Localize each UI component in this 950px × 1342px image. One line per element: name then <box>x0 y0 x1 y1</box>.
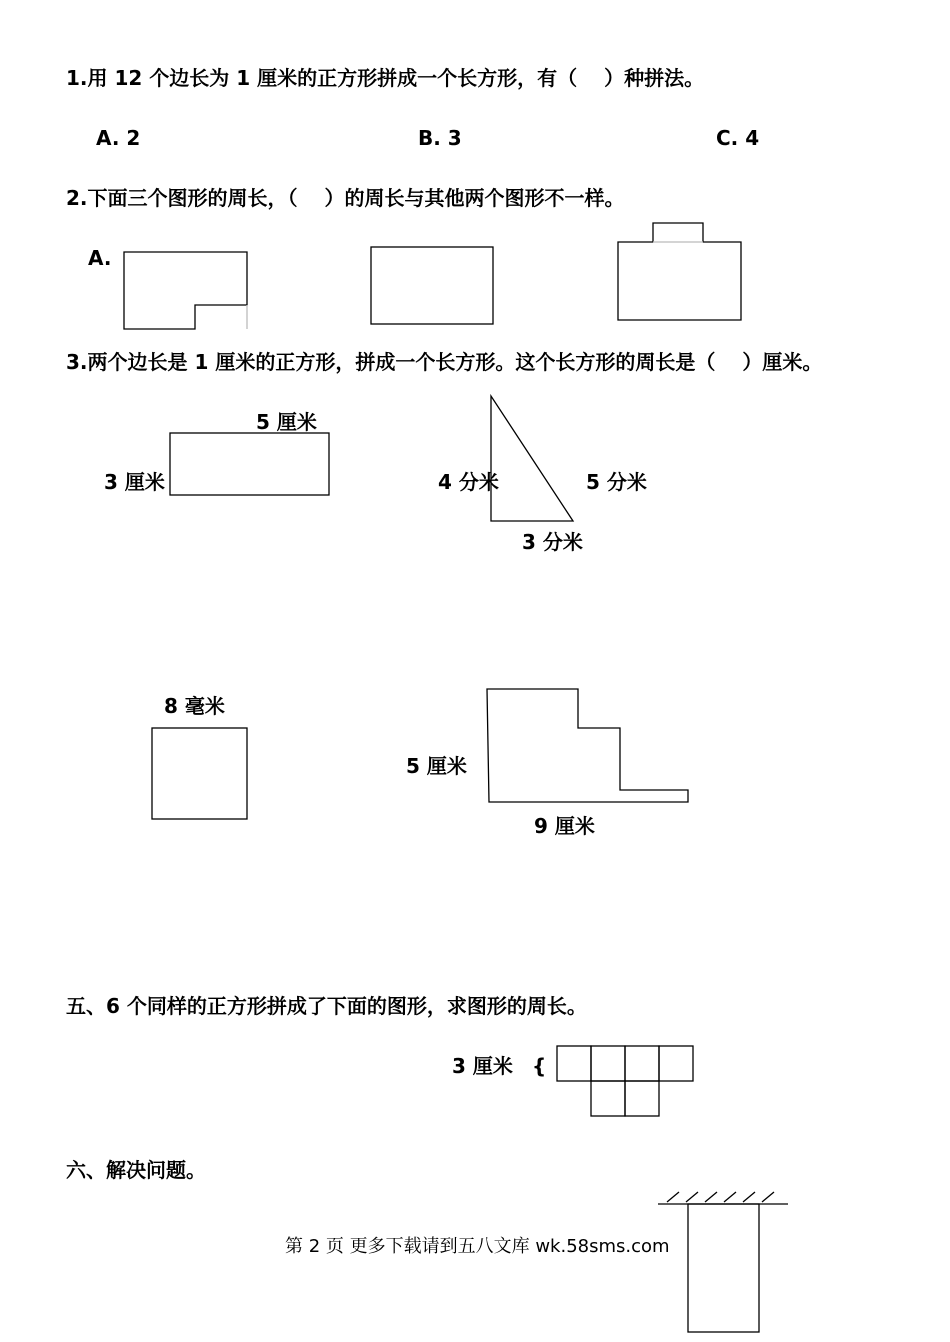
staircase-figure <box>487 689 688 802</box>
page-footer: 第 2 页 更多下载请到五八文库 wk.58sms.com <box>285 1236 670 1257</box>
right-triangle <box>491 396 573 521</box>
rect-left-label: 3 厘米 <box>104 470 165 494</box>
square-top-label: 8 毫米 <box>164 694 225 718</box>
q2-option-a: A. <box>88 246 112 270</box>
question-2-text: 2.下面三个图形的周长，（ ）的周长与其他两个图形不一样。 <box>66 186 625 210</box>
section-6-text: 六、解决问题。 <box>66 1158 206 1182</box>
ceiling-hatching <box>667 1192 774 1202</box>
q2-bumped-rectangle <box>618 223 741 320</box>
question-3-text: 3.两个边长是 1 厘米的正方形，拼成一个长方形。这个长方形的周长是（ ）厘米。 <box>66 350 823 374</box>
q1-option-a: A. 2 <box>96 126 141 150</box>
six-square-figure <box>557 1046 693 1116</box>
q1-option-b: B. 3 <box>418 126 462 150</box>
triangle-bottom-label: 3 分米 <box>522 530 583 554</box>
q2-plain-rectangle <box>371 247 493 324</box>
triangle-left-label: 4 分米 <box>438 470 499 494</box>
question-1-text: 1.用 12 个边长为 1 厘米的正方形拼成一个长方形，有（ ）种拼法。 <box>66 66 705 90</box>
section-5-text: 五、6 个同样的正方形拼成了下面的图形，求图形的周长。 <box>66 994 587 1018</box>
rectangle-5x3 <box>170 433 329 495</box>
staircase-left-label: 5 厘米 <box>406 754 467 778</box>
staircase-bottom-label: 9 厘米 <box>534 814 595 838</box>
hanging-rectangle <box>688 1204 759 1332</box>
rect-top-label: 5 厘米 <box>256 410 317 434</box>
q2-notched-rectangle <box>124 252 247 329</box>
square-8mm <box>152 728 247 819</box>
section-5-brace: { <box>532 1054 547 1078</box>
section-5-length-label: 3 厘米 <box>452 1054 513 1078</box>
q1-option-c: C. 4 <box>716 126 760 150</box>
triangle-right-label: 5 分米 <box>586 470 647 494</box>
